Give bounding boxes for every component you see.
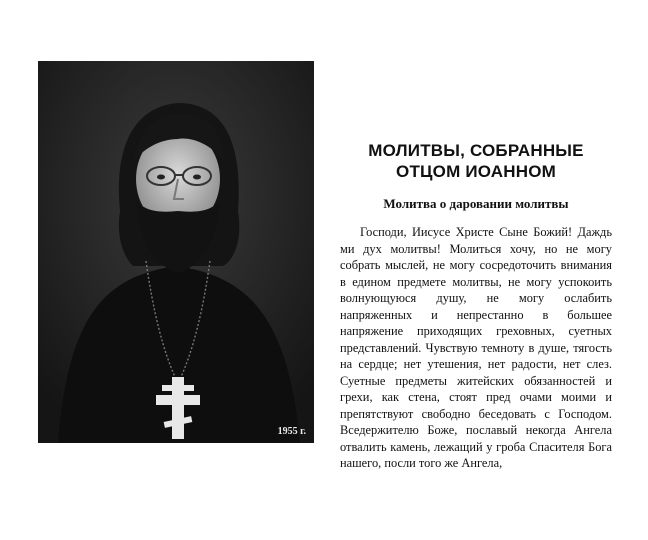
article <box>340 140 612 472</box>
photo-date-caption: 1955 г. <box>277 426 306 437</box>
church-vignette-image <box>404 8 572 120</box>
priest-portrait-icon <box>38 61 314 443</box>
article-title: МОЛИТВЫ, СОБРАННЫЕ ОТЦОМ ИОАННОМ <box>368 141 584 181</box>
article-body: Господи, Иисусе Христе Сыне Божий! Даждь ми дух молитвы! Молиться хочу, но не могу собрать мыслей, не могу сосредоточить внимания в едином предмете молитвы, не могу успокоить волнующуюся душу, не могу ослабить напряженных и непрестанно в большее напряжение приходящих греховных, суетных представлений. Чувствую темноту в душе, тягость на сердце; нет утешения, нет радости, нет слез. Суетные предметы житейских обязанностей и грехи, как стена, стоят пред очами моими и препятствуют свободно беседовать с Господом. Вседержителю Боже, пославый некогда Ангела отвалить камень, лежащий у гроба Спасителя Бога нашего, посли того же Ангела, <box>340 225 612 470</box>
portrait-photo <box>38 61 314 443</box>
article-subtitle: Молитва о даровании молитвы <box>383 196 569 211</box>
church-monastery-icon <box>404 8 572 120</box>
